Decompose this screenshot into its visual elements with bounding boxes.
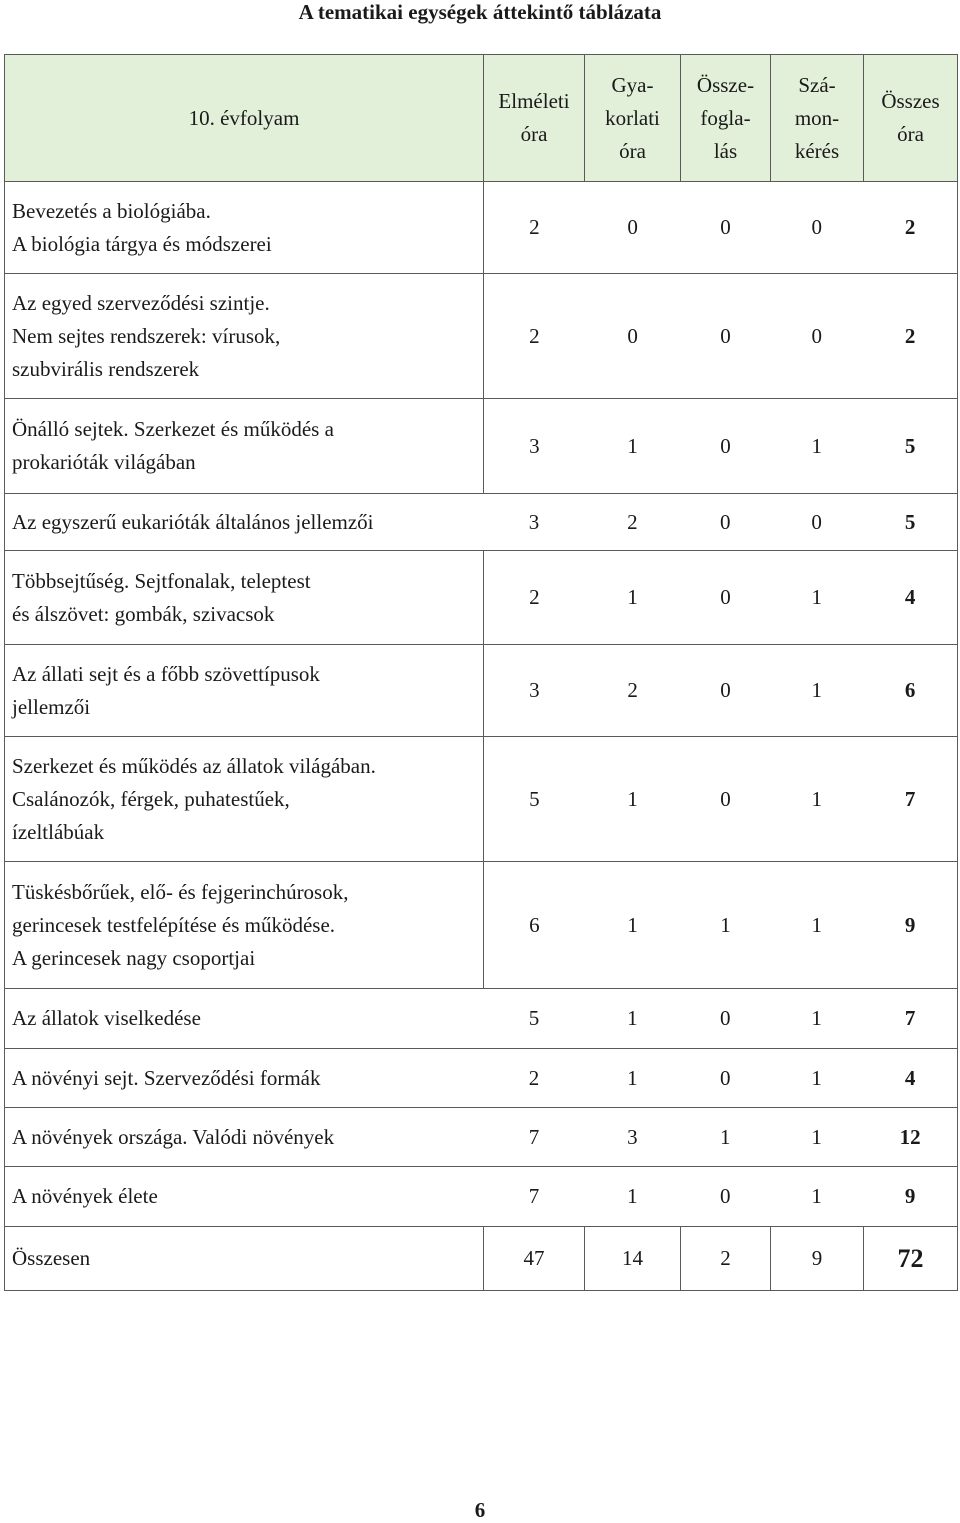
row-theory: 5: [528, 1006, 540, 1030]
row-values: [484, 182, 958, 274]
row-theory: 6: [529, 912, 540, 937]
row-values: [484, 551, 958, 645]
row-theory: 3: [528, 509, 540, 534]
totals-summary: 2: [681, 1227, 771, 1291]
row-topic: Többsejtűség. Sejtfonalak, teleptest és álszövet: gombák, szivacsok: [5, 551, 484, 645]
row-practice: 1: [627, 786, 638, 811]
row-practice: 0: [627, 323, 638, 348]
table-row: [5, 551, 958, 645]
table-row: [5, 737, 958, 862]
row-practice: 2: [627, 678, 638, 702]
row-total: 5: [904, 509, 916, 534]
row-total: 12: [899, 1124, 921, 1149]
header-practice: Gya- korlati óra: [585, 55, 681, 182]
totals-row: [5, 1227, 958, 1291]
row-theory: 7: [528, 1184, 540, 1208]
row-total: 9: [904, 1184, 916, 1208]
row-summary: 0: [720, 786, 731, 811]
row-theory: 7: [528, 1124, 540, 1149]
page-number: 6: [474, 1498, 486, 1522]
row-practice: 1: [627, 1184, 638, 1208]
row-practice: 3: [627, 1124, 638, 1149]
row-topic: Az állati sejt és a főbb szövettípusok jellemzői: [5, 645, 484, 737]
overview-table: [4, 54, 958, 1291]
totals-label: Összesen: [5, 1227, 484, 1291]
table-row: [5, 645, 958, 737]
header-grade: 10. évfolyam: [5, 55, 484, 182]
row-summary: 0: [720, 1006, 731, 1030]
row-values: [5, 1167, 958, 1227]
row-topic: Szerkezet és működés az állatok világában. Csalánozók, férgek, puhatestűek, ízeltlábúak: [5, 737, 484, 862]
header-summary: Össze- fogla- lás: [681, 55, 771, 182]
row-practice: 1: [627, 1065, 638, 1090]
row-values: [5, 494, 958, 551]
row-practice: 0: [627, 215, 638, 239]
row-summary: 0: [720, 215, 731, 239]
header-total: Összes óra: [864, 55, 958, 182]
table-body: [5, 182, 958, 1291]
row-assessment: 1: [811, 678, 823, 702]
row-total: 4: [904, 585, 916, 609]
row-assessment: 1: [811, 786, 823, 811]
row-summary: 1: [720, 912, 731, 937]
row-theory: 2: [529, 585, 540, 609]
row-values: [484, 862, 958, 989]
row-practice: 1: [627, 912, 638, 937]
row-theory: 3: [529, 433, 540, 458]
row-theory: 5: [529, 786, 540, 811]
row-total: 5: [904, 433, 916, 458]
row-assessment: 0: [811, 215, 823, 239]
row-values: [484, 274, 958, 399]
row-values: [5, 1049, 958, 1108]
row-values: [484, 645, 958, 737]
table-row: [5, 862, 958, 989]
header-theory: Elméleti óra: [484, 55, 585, 182]
page-title: A tematikai egységek áttekintő táblázata: [298, 0, 662, 24]
row-theory: 2: [529, 323, 540, 348]
row-summary: 0: [720, 509, 731, 534]
row-assessment: 1: [811, 585, 823, 609]
row-summary: 0: [720, 678, 731, 702]
row-summary: 0: [720, 323, 731, 348]
table-row: [5, 399, 958, 494]
totals-theory: 47: [484, 1227, 585, 1291]
row-theory: 2: [528, 1065, 540, 1090]
table-header-row: [5, 55, 958, 182]
row-assessment: 1: [811, 912, 823, 937]
row-topic: Az állatok viselkedése: [12, 1006, 201, 1030]
totals-practice: 14: [585, 1227, 681, 1291]
row-total: 6: [904, 678, 916, 702]
row-values: [5, 989, 958, 1049]
row-assessment: 1: [811, 433, 823, 458]
row-practice: 1: [627, 585, 638, 609]
row-topic: Az egyszerű eukarióták általános jellemzői: [12, 509, 374, 534]
row-total: 7: [904, 1006, 916, 1030]
table-row: [5, 182, 958, 274]
row-total: 9: [904, 912, 916, 937]
row-values: [484, 399, 958, 494]
row-topic: A növények élete: [12, 1184, 158, 1208]
row-total: 2: [904, 215, 916, 239]
row-summary: 0: [720, 1184, 731, 1208]
row-total: 2: [904, 323, 916, 348]
row-topic: A növények országa. Valódi növények: [12, 1124, 335, 1149]
row-summary: 0: [720, 1065, 731, 1090]
table-row: [5, 274, 958, 399]
row-assessment: 1: [811, 1006, 822, 1030]
table-row: [5, 1167, 958, 1227]
row-topic: Az egyed szerveződési szintje. Nem sejtes rendszerek: vírusok, szubvirális rendszerek: [5, 274, 484, 399]
row-topic: Bevezetés a biológiába. A biológia tárgya és módszerei: [5, 182, 484, 274]
table-row: [5, 494, 958, 551]
table-row: [5, 1108, 958, 1167]
row-practice: 2: [627, 509, 638, 534]
row-summary: 0: [720, 433, 731, 458]
row-practice: 1: [627, 433, 638, 458]
row-practice: 1: [627, 1006, 638, 1030]
row-values: [5, 1108, 958, 1167]
row-assessment: 0: [811, 323, 823, 348]
totals-assessment: 9: [771, 1227, 864, 1291]
table-row: [5, 989, 958, 1049]
row-assessment: 1: [811, 1124, 822, 1149]
row-summary: 0: [720, 585, 731, 609]
row-summary: 1: [720, 1124, 731, 1149]
row-assessment: 1: [811, 1065, 822, 1090]
header-assessment: Szá- mon- kérés: [771, 55, 864, 182]
row-total: 4: [904, 1065, 916, 1090]
totals-grand-total: 72: [864, 1227, 958, 1291]
row-topic: Önálló sejtek. Szerkezet és működés a prokarióták világában: [5, 399, 484, 494]
row-assessment: 1: [811, 1184, 822, 1208]
row-values: [484, 737, 958, 862]
row-theory: 3: [529, 678, 540, 702]
row-topic: A növényi sejt. Szerveződési formák: [12, 1065, 321, 1090]
row-assessment: 0: [811, 509, 822, 534]
table-row: [5, 1049, 958, 1108]
row-topic: Tüskésbőrűek, elő- és fejgerinchúrosok, gerincesek testfelépítése és működése. A gerincesek nagy csoportjai: [5, 862, 484, 989]
row-total: 7: [904, 786, 916, 811]
row-theory: 2: [529, 215, 540, 239]
